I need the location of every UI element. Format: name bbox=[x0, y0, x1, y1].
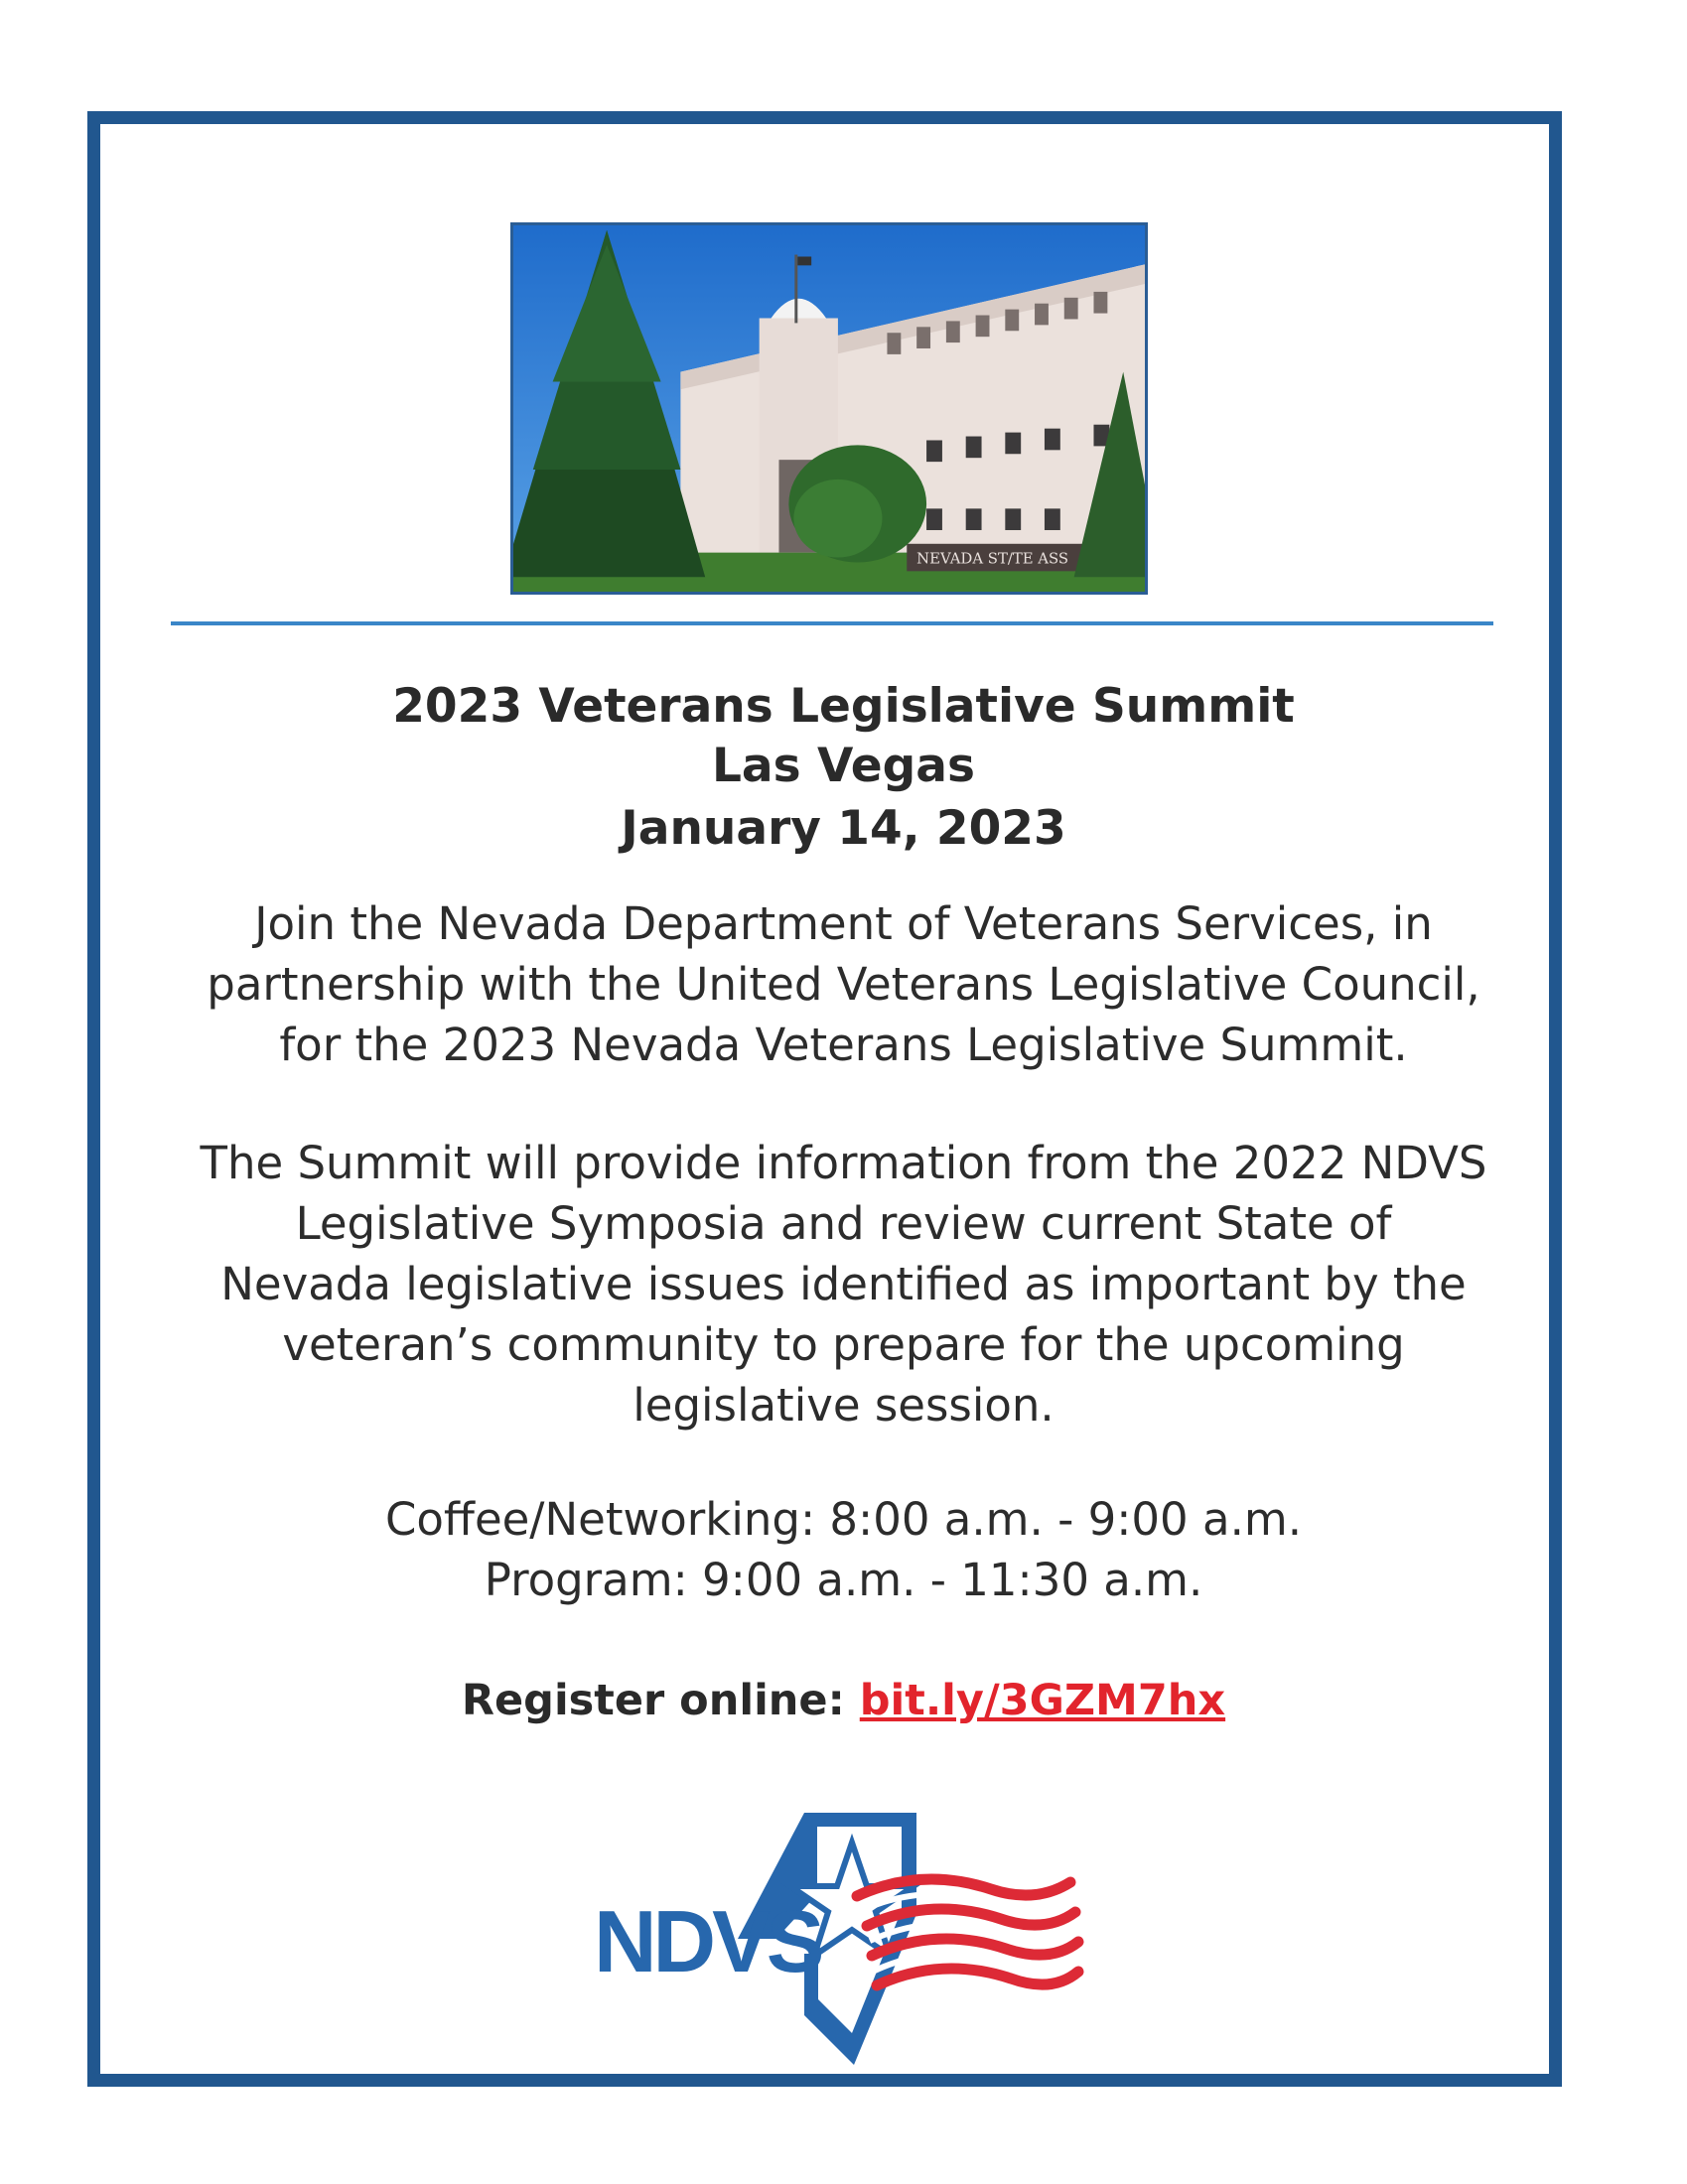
description-line: Legislative Symposia and review current State of bbox=[295, 1197, 1392, 1250]
register-line bbox=[0, 1673, 1687, 1728]
schedule-program: Program: 9:00 a.m. - 11:30 a.m. bbox=[484, 1554, 1203, 1606]
description-paragraph bbox=[0, 1133, 1687, 1435]
intro-line: for the 2023 Nevada Veterans Legislative Summit. bbox=[279, 1019, 1408, 1071]
description-line: veteran’s community to prepare for the upcoming bbox=[282, 1318, 1405, 1371]
ndvs-logo bbox=[594, 1805, 1090, 2073]
event-title: 2023 Veterans Legislative Summit bbox=[392, 679, 1295, 734]
register-label: Register online: bbox=[461, 1676, 845, 1725]
event-location: Las Vegas bbox=[711, 739, 976, 793]
register-link[interactable]: bit.ly/3GZM7hx bbox=[859, 1676, 1226, 1725]
intro-line: Join the Nevada Department of Veterans Services, in bbox=[254, 897, 1433, 950]
intro-paragraph bbox=[0, 893, 1687, 1075]
legislature-building-photo bbox=[510, 222, 1148, 595]
schedule-coffee: Coffee/Networking: 8:00 a.m. - 9:00 a.m. bbox=[384, 1493, 1303, 1546]
event-date: January 14, 2023 bbox=[621, 801, 1066, 856]
description-line: The Summit will provide information from the 2022 NDVS bbox=[200, 1137, 1487, 1189]
building-sign-text: NEVADA ST/TE ASS bbox=[916, 550, 1069, 568]
description-line: Nevada legislative issues identified as important by the bbox=[220, 1258, 1467, 1310]
schedule bbox=[0, 1489, 1687, 1610]
ndvs-logo-text: NDVS bbox=[594, 1892, 821, 1990]
description-line: legislative session. bbox=[633, 1379, 1054, 1432]
horizontal-rule bbox=[171, 621, 1493, 625]
intro-line: partnership with the United Veterans Legislative Council, bbox=[207, 958, 1480, 1011]
